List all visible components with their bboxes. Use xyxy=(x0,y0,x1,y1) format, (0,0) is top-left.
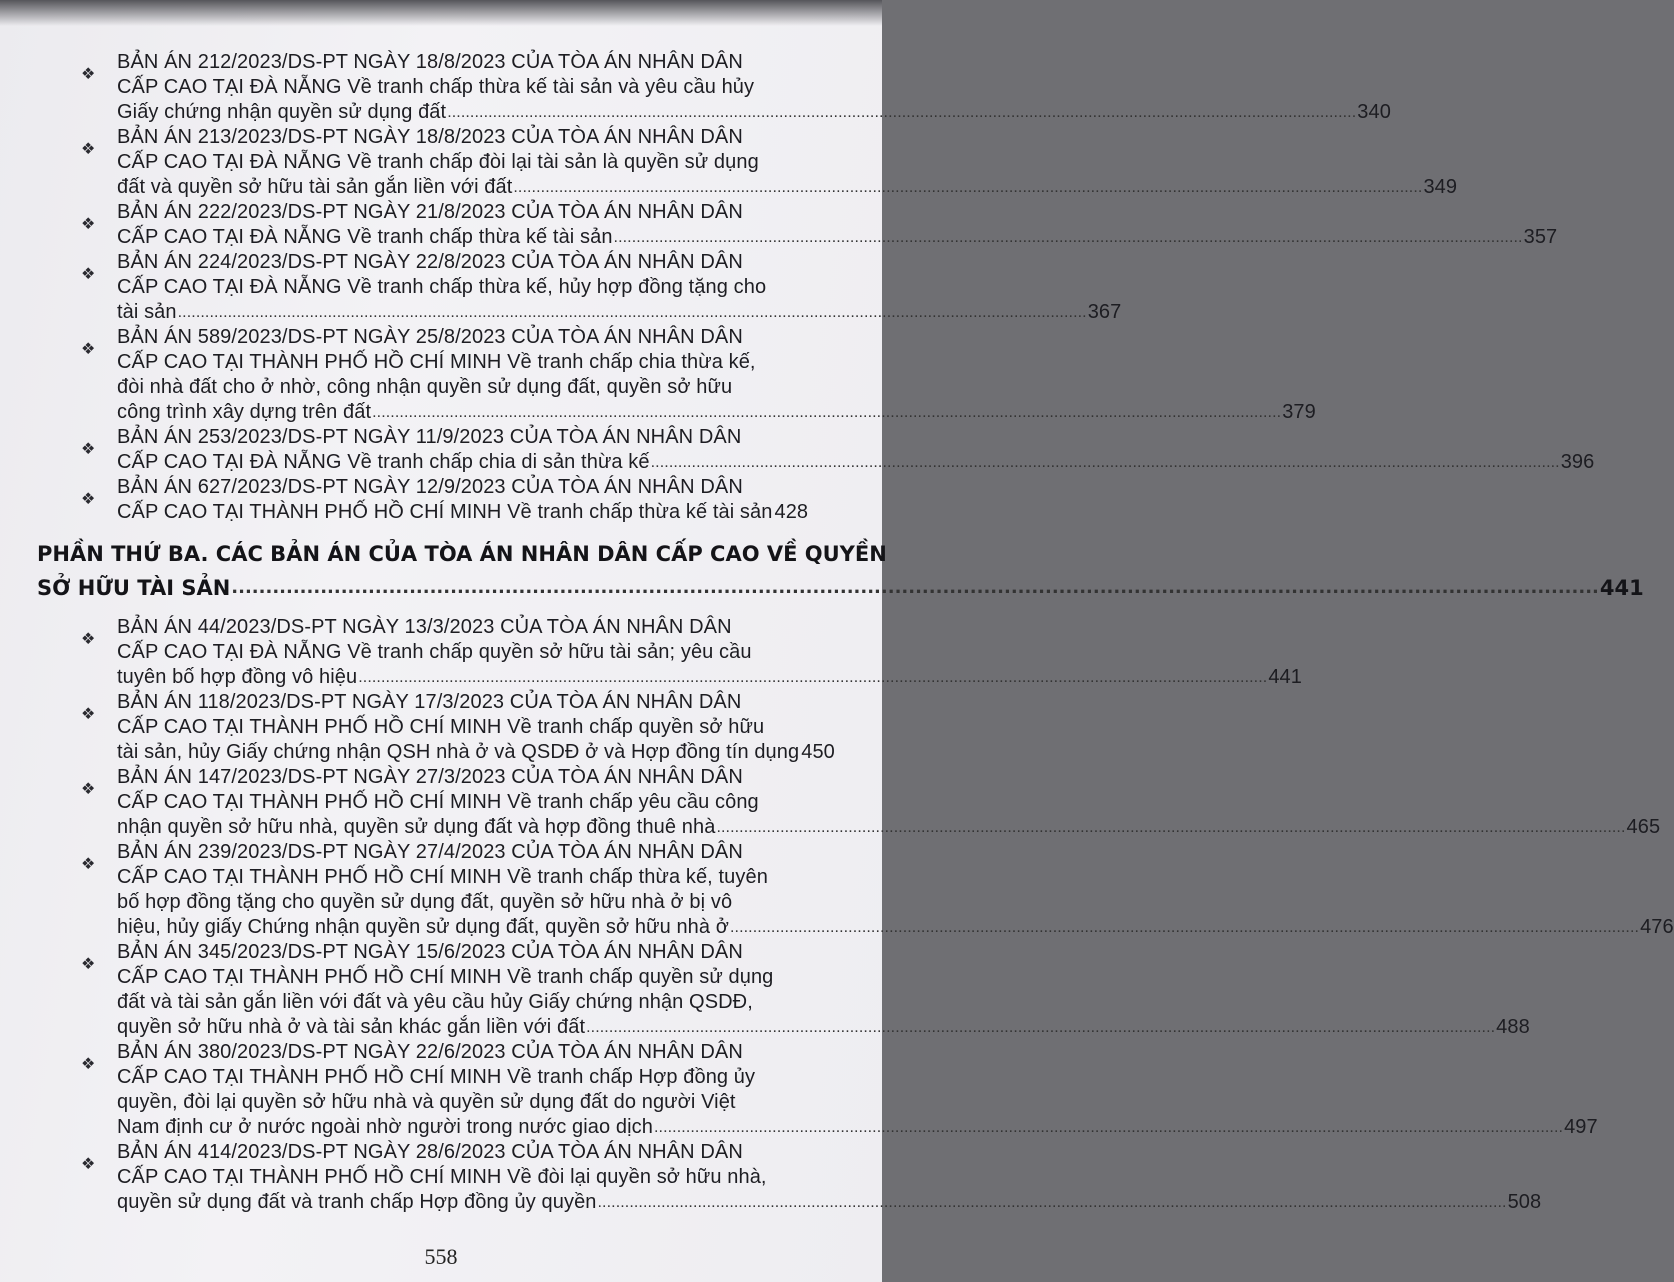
diamond-bullet-icon: ❖ xyxy=(81,1154,96,1173)
diamond-bullet-icon: ❖ xyxy=(81,854,96,873)
toc-entry-last-line xyxy=(117,815,1661,840)
toc-entry-line: CẤP CAO TẠI THÀNH PHỐ HỒ CHÍ MINH Về tranh chấp chia thừa kế, xyxy=(117,351,756,373)
toc-entry[interactable] xyxy=(81,615,1302,690)
toc-entry-text: tài sản, hủy Giấy chứng nhận QSH nhà ở và QSDĐ ở và Hợp đồng tín dụng xyxy=(117,741,800,763)
toc-entry-text: Nam định cư ở nước ngoài nhờ người trong nước giao dịch xyxy=(117,1116,653,1138)
table-of-contents xyxy=(0,50,1674,1215)
toc-entry-text: nhận quyền sở hữu nhà, quyền sử dụng đất và hợp đồng thuê nhà xyxy=(117,816,716,838)
toc-entry-text: Giấy chứng nhận quyền sử dụng đất xyxy=(117,101,447,123)
section-heading-text: SỞ HỮU TÀI SẢN xyxy=(37,576,231,600)
toc-entry-last-line xyxy=(117,450,1595,475)
toc-entry-text: CẤP CAO TẠI ĐÀ NẴNG Về tranh chấp chia di sản thừa kế xyxy=(117,451,650,473)
toc-entry-line: CẤP CAO TẠI THÀNH PHỐ HỒ CHÍ MINH Về tranh chấp quyền sử dụng xyxy=(117,966,774,988)
toc-page-number: 476 xyxy=(1640,916,1674,938)
toc-entry-line: đòi nhà đất cho ở nhờ, công nhận quyền sử dụng đất, quyền sở hữu xyxy=(117,376,733,398)
dot-leader: ........................................................................................................................................................................................................ xyxy=(730,919,1640,936)
toc-entry[interactable] xyxy=(81,250,1122,325)
dot-leader: ........................................................................................................................................................................................................ xyxy=(358,669,1268,686)
toc-entry-line: CẤP CAO TẠI THÀNH PHỐ HỒ CHÍ MINH Về tranh chấp Hợp đồng ủy xyxy=(117,1066,756,1088)
toc-entry-last-line xyxy=(117,400,1316,425)
toc-entry-line: BẢN ÁN 414/2023/DS-PT NGÀY 28/6/2023 CỦA TÒA ÁN NHÂN DÂN xyxy=(117,1141,743,1163)
dot-leader: ........................................................................................................................................................................................................ xyxy=(586,1019,1496,1036)
toc-entry[interactable] xyxy=(81,1040,1598,1140)
toc-page-number: 379 xyxy=(1282,401,1316,423)
toc-entry-line: CẤP CAO TẠI ĐÀ NẴNG Về tranh chấp thừa kế tài sản và yêu cầu hủy xyxy=(117,76,755,98)
diamond-bullet-icon: ❖ xyxy=(81,489,96,508)
diamond-bullet-icon: ❖ xyxy=(81,954,96,973)
toc-entry[interactable] xyxy=(81,765,1661,840)
toc-entry-last-line xyxy=(117,1015,1530,1040)
toc-entry-last-line xyxy=(117,1115,1598,1140)
toc-entry-last-line xyxy=(117,915,1674,940)
toc-entry[interactable] xyxy=(81,425,1595,475)
toc-page-number: 396 xyxy=(1560,451,1595,473)
toc-page-number: 357 xyxy=(1523,226,1558,248)
page-number: 558 xyxy=(424,1244,458,1269)
toc-entry-line: BẢN ÁN 212/2023/DS-PT NGÀY 18/8/2023 CỦA TÒA ÁN NHÂN DÂN xyxy=(117,51,743,73)
toc-entry[interactable] xyxy=(81,1140,1542,1215)
toc-entry-line: CẤP CAO TẠI ĐÀ NẴNG Về tranh chấp quyền sở hữu tài sản; yêu cầu xyxy=(117,641,752,663)
dot-leader: ........................................................................................................................................................................................................ xyxy=(177,304,1087,321)
toc-entry[interactable] xyxy=(81,50,1391,125)
toc-entry-text: quyền sử dụng đất và tranh chấp Hợp đồng ủy quyền xyxy=(117,1191,597,1213)
dot-leader: ........................................................................................................................................................................................................ xyxy=(654,1119,1564,1136)
toc-entry[interactable] xyxy=(81,125,1458,200)
diamond-bullet-icon: ❖ xyxy=(81,64,96,83)
toc-page-number: 497 xyxy=(1564,1116,1598,1138)
toc-entry-last-line xyxy=(117,175,1458,200)
section-heading-part-three[interactable] xyxy=(37,537,1644,605)
toc-entry-line: BẢN ÁN 253/2023/DS-PT NGÀY 11/9/2023 CỦA TÒA ÁN NHÂN DÂN xyxy=(117,426,742,448)
toc-entry-text: CẤP CAO TẠI THÀNH PHỐ HỒ CHÍ MINH Về tranh chấp thừa kế tài sản xyxy=(117,501,773,523)
toc-entry-line: BẢN ÁN 147/2023/DS-PT NGÀY 27/3/2023 CỦA TÒA ÁN NHÂN DÂN xyxy=(117,766,743,788)
toc-page-number: 441 xyxy=(1268,666,1302,688)
toc-entry-line: BẢN ÁN 118/2023/DS-PT NGÀY 17/3/2023 CỦA TÒA ÁN NHÂN DÂN xyxy=(117,691,742,713)
toc-entry-last-line xyxy=(117,665,1302,690)
toc-entry-line: BẢN ÁN 213/2023/DS-PT NGÀY 18/8/2023 CỦA TÒA ÁN NHÂN DÂN xyxy=(117,126,743,148)
toc-entry-text: tuyên bố hợp đồng vô hiệu xyxy=(117,666,358,688)
toc-entry-last-line xyxy=(117,300,1122,325)
dot-leader: ........................................................................................................................................................................................................ xyxy=(716,819,1626,836)
toc-entry-line: BẢN ÁN 627/2023/DS-PT NGÀY 12/9/2023 CỦA TÒA ÁN NHÂN DÂN xyxy=(117,476,743,498)
toc-entry-text: công trình xây dựng trên đất xyxy=(117,401,372,423)
toc-page-number: 508 xyxy=(1507,1191,1542,1213)
toc-page-number: 340 xyxy=(1357,101,1391,123)
dot-leader: ........................................................................................................................................................................................................ xyxy=(650,454,1560,471)
toc-page-number: 465 xyxy=(1626,816,1661,838)
toc-entry-last-line xyxy=(117,1190,1542,1215)
dot-leader: ........................................................................................................................................................................................................ xyxy=(513,179,1423,196)
dot-leader: ........................................................................................................................................................................................................ xyxy=(597,1194,1507,1211)
toc-entry[interactable] xyxy=(81,325,1316,425)
toc-entry-line: CẤP CAO TẠI THÀNH PHỐ HỒ CHÍ MINH Về tranh chấp thừa kế, tuyên xyxy=(117,866,768,888)
diamond-bullet-icon: ❖ xyxy=(81,139,96,158)
toc-page-number: 488 xyxy=(1496,1016,1530,1038)
diamond-bullet-icon: ❖ xyxy=(81,1054,96,1073)
diamond-bullet-icon: ❖ xyxy=(81,629,96,648)
toc-entry-last-line xyxy=(117,100,1391,125)
toc-page-number: 367 xyxy=(1087,301,1122,323)
diamond-bullet-icon: ❖ xyxy=(81,439,96,458)
diamond-bullet-icon: ❖ xyxy=(81,264,96,283)
toc-entry-line: CẤP CAO TẠI THÀNH PHỐ HỒ CHÍ MINH Về đòi lại quyền sở hữu nhà, xyxy=(117,1166,767,1188)
section-page-number: 441 xyxy=(1599,576,1644,600)
toc-entry[interactable] xyxy=(81,840,1674,940)
toc-entry-line: BẢN ÁN 589/2023/DS-PT NGÀY 25/8/2023 CỦA TÒA ÁN NHÂN DÂN xyxy=(117,326,743,348)
toc-entry-text: CẤP CAO TẠI ĐÀ NẴNG Về tranh chấp thừa kế tài sản xyxy=(117,226,613,248)
toc-entry-line: đất và tài sản gắn liền với đất và yêu cầu hủy Giấy chứng nhận QSDĐ, xyxy=(117,991,753,1013)
page-edge-shadow xyxy=(0,0,882,26)
toc-page-number: 428 xyxy=(774,501,809,523)
toc-entry-line: CẤP CAO TẠI THÀNH PHỐ HỒ CHÍ MINH Về tranh chấp quyền sở hữu xyxy=(117,716,765,738)
toc-entry-last-line xyxy=(117,740,835,765)
toc-entry[interactable] xyxy=(81,475,809,525)
dot-leader: ........................................................................................................................................................................................................ xyxy=(231,577,1599,598)
toc-entry-last-line xyxy=(117,225,1558,250)
toc-entry[interactable] xyxy=(81,940,1530,1040)
toc-entry-line: CẤP CAO TẠI THÀNH PHỐ HỒ CHÍ MINH Về tranh chấp yêu cầu công xyxy=(117,791,759,813)
toc-entry-line: BẢN ÁN 239/2023/DS-PT NGÀY 27/4/2023 CỦA TÒA ÁN NHÂN DÂN xyxy=(117,841,743,863)
toc-entry-last-line xyxy=(117,500,807,525)
dot-leader: ........................................................................................................................................................................................................ xyxy=(447,104,1357,121)
toc-entry-line: quyền, đòi lại quyền sở hữu nhà và quyền sử dụng đất do người Việt xyxy=(117,1091,736,1113)
toc-entry-line: BẢN ÁN 224/2023/DS-PT NGÀY 22/8/2023 CỦA TÒA ÁN NHÂN DÂN xyxy=(117,251,743,273)
toc-entry[interactable] xyxy=(81,200,1558,250)
diamond-bullet-icon: ❖ xyxy=(81,704,96,723)
toc-page-number: 450 xyxy=(801,741,835,763)
section-heading-last-line xyxy=(37,571,1644,605)
toc-entry-line: bố hợp đồng tặng cho quyền sử dụng đất, quyền sở hữu nhà ở bị vô xyxy=(117,891,733,913)
section-heading-line: PHẦN THỨ BA. CÁC BẢN ÁN CỦA TÒA ÁN NHÂN DÂN CẤP CAO VỀ QUYỀN xyxy=(37,542,887,566)
diamond-bullet-icon: ❖ xyxy=(81,779,96,798)
diamond-bullet-icon: ❖ xyxy=(81,214,96,233)
toc-entry[interactable] xyxy=(81,690,835,765)
toc-entry-line: CẤP CAO TẠI ĐÀ NẴNG Về tranh chấp thừa kế, hủy hợp đồng tặng cho xyxy=(117,276,767,298)
toc-entry-line: BẢN ÁN 380/2023/DS-PT NGÀY 22/6/2023 CỦA TÒA ÁN NHÂN DÂN xyxy=(117,1041,743,1063)
toc-entry-line: BẢN ÁN 44/2023/DS-PT NGÀY 13/3/2023 CỦA TÒA ÁN NHÂN DÂN xyxy=(117,616,732,638)
toc-entry-line: BẢN ÁN 222/2023/DS-PT NGÀY 21/8/2023 CỦA TÒA ÁN NHÂN DÂN xyxy=(117,201,743,223)
dot-leader: ........................................................................................................................................................................................................ xyxy=(372,404,1282,421)
toc-entry-text: hiệu, hủy giấy Chứng nhận quyền sử dụng đất, quyền sở hữu nhà ở xyxy=(117,916,729,938)
dot-leader: ........................................................................................................................................................................................................ xyxy=(613,229,1523,246)
toc-entry-text: đất và quyền sở hữu tài sản gắn liền với đất xyxy=(117,176,513,198)
toc-entry-line: BẢN ÁN 345/2023/DS-PT NGÀY 15/6/2023 CỦA TÒA ÁN NHÂN DÂN xyxy=(117,941,743,963)
toc-entry-line: CẤP CAO TẠI ĐÀ NẴNG Về tranh chấp đòi lại tài sản là quyền sử dụng xyxy=(117,151,759,173)
toc-entry-text: quyền sở hữu nhà ở và tài sản khác gắn liền với đất xyxy=(117,1016,586,1038)
toc-entry-text: tài sản xyxy=(117,301,177,323)
diamond-bullet-icon: ❖ xyxy=(81,339,96,358)
toc-page-number: 349 xyxy=(1423,176,1458,198)
